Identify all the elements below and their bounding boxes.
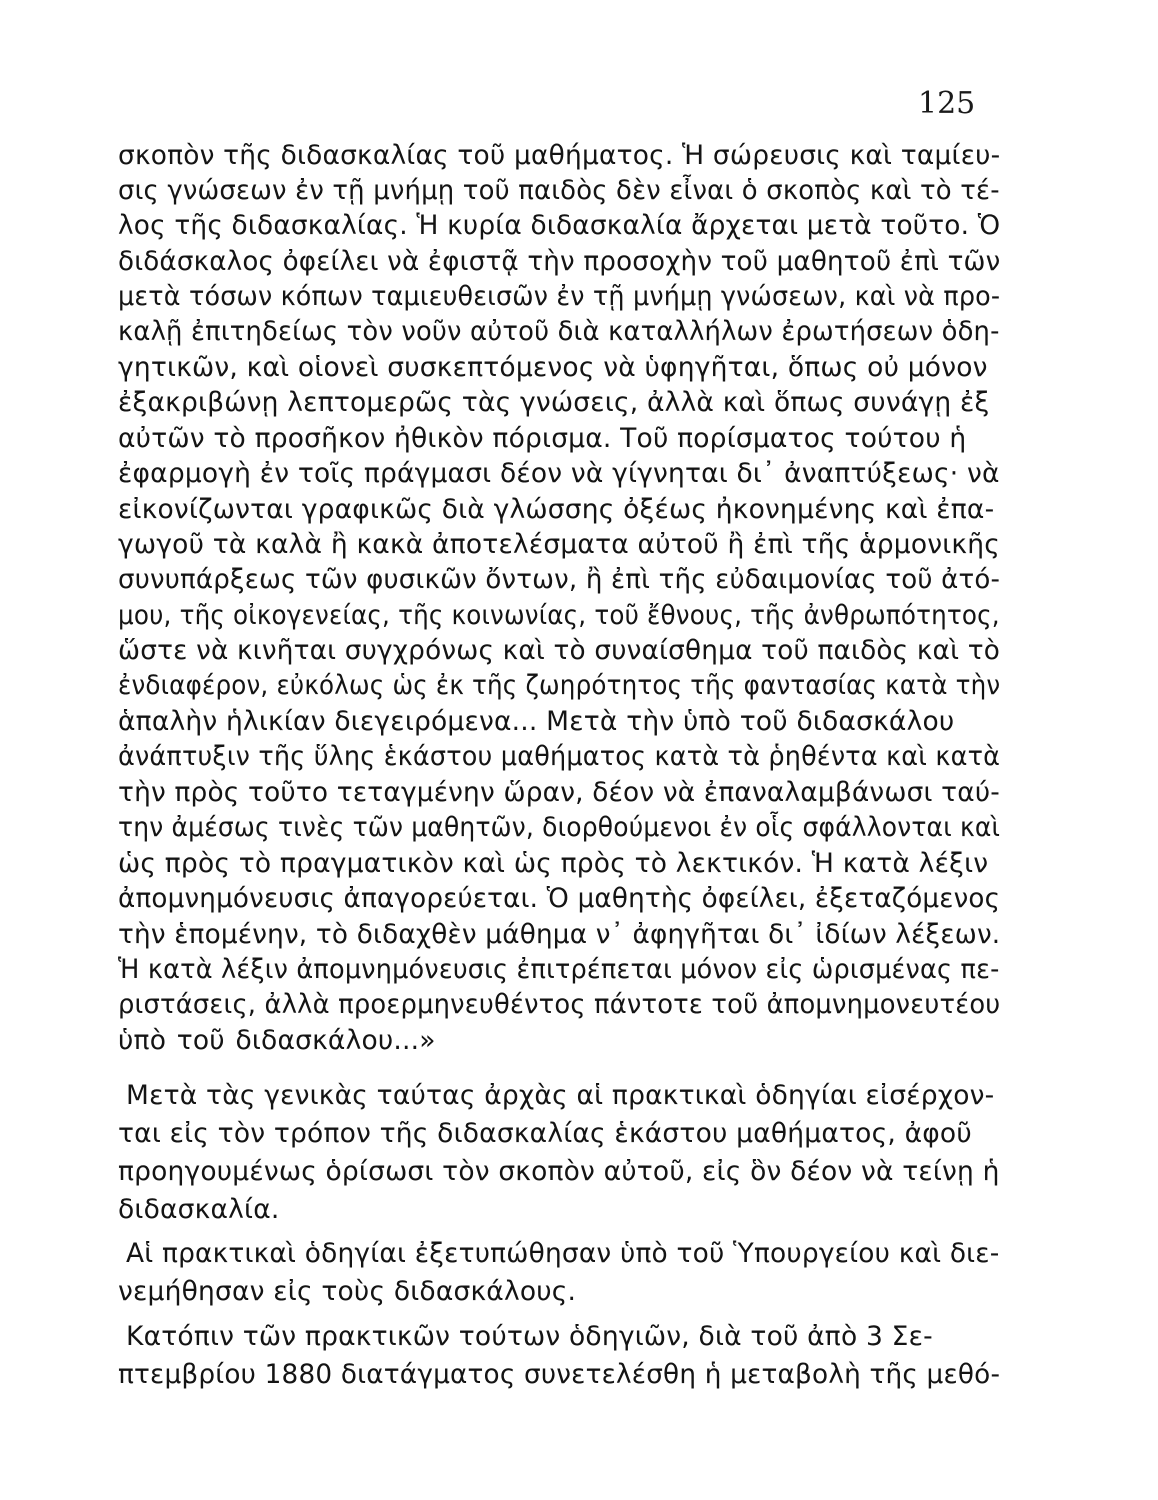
paragraph-line: ται εἰς τὸν τρόπον τῆς διδασκαλίας ἑκάστου μαθήματος, ἀφοῦ bbox=[118, 1118, 972, 1149]
quote-line: ὑπὸ τοῦ διδασκάλου...» bbox=[118, 1025, 436, 1056]
quote-line: ἐφαρμογὴ ἐν τοῖς πράγμασι δέον νὰ γίγνηται δι᾽ ἀναπτύξεως· νὰ bbox=[118, 458, 1000, 489]
paragraph-line: Κατόπιν τῶν πρακτικῶν τούτων ὁδηγιῶν, διὰ τοῦ ἀπὸ 3 Σε- bbox=[126, 1321, 933, 1352]
quote-line: λος τῆς διδασκαλίας. Ἡ κυρία διδασκαλία ἄρχεται μετὰ τοῦτο. Ὁ bbox=[118, 210, 1001, 241]
quote-line: εἰκονίζωνται γραφικῶς διὰ γλώσσης ὀξέως ἠκονημένης καὶ ἐπα- bbox=[118, 494, 995, 525]
quote-line: ἀνάπτυξιν τῆς ὕλης ἑκάστου μαθήματος κατὰ τὰ ῥηθέντα καὶ κατὰ bbox=[118, 741, 1001, 772]
quote-line: σις γνώσεων ἐν τῇ μνήμῃ τοῦ παιδὸς δὲν εἶναι ὁ σκοπὸς καὶ τὸ τέ- bbox=[118, 175, 1000, 206]
quote-line: ὥστε νὰ κινῆται συγχρόνως καὶ τὸ συναίσθημα τοῦ παιδὸς καὶ τὸ bbox=[118, 635, 1001, 666]
quote-line: ριστάσεις, ἀλλὰ προερμηνευθέντος πάντοτε τοῦ ἀπομνημονευτέου bbox=[118, 989, 1001, 1020]
quote-line: καλῇ ἐπιτηδείως τὸν νοῦν αὐτοῦ διὰ καταλλήλων ἐρωτήσεων ὁδη- bbox=[118, 316, 1000, 347]
quote-line: διδάσκαλος ὀφείλει νὰ ἐφιστᾷ τὴν προσοχὴν τοῦ μαθητοῦ ἐπὶ τῶν bbox=[118, 246, 1001, 277]
quote-line: γωγοῦ τὰ καλὰ ἢ κακὰ ἀποτελέσματα αὐτοῦ ἢ ἐπὶ τῆς ἁρμονικῆς bbox=[118, 529, 1000, 560]
quote-line: μου, τῆς οἰκογενείας, τῆς κοινωνίας, τοῦ ἔθνους, τῆς ἀνθρωπότητος, bbox=[118, 600, 1000, 631]
quote-line: τὴν ἑπομένην, τὸ διδαχθὲν μάθημα ν᾽ ἀφηγῆται δι᾽ ἰδίων λέξεων. bbox=[118, 919, 1001, 950]
quote-line: συνυπάρξεως τῶν φυσικῶν ὄντων, ἢ ἐπὶ τῆς εὐδαιμονίας τοῦ ἀτό- bbox=[118, 564, 1001, 595]
paragraph-line: Αἱ πρακτικαὶ ὁδηγίαι ἐξετυπώθησαν ὑπὸ τοῦ Ὑπουργείου καὶ διε- bbox=[126, 1238, 1000, 1269]
quote-line: ὡς πρὸς τὸ πραγματικὸν καὶ ὡς πρὸς τὸ λεκτικόν. Ἡ κατὰ λέξιν bbox=[118, 848, 989, 879]
paragraph-line: νεμήθησαν εἰς τοὺς διδασκάλους. bbox=[118, 1276, 577, 1307]
quote-line: τὴν πρὸς τοῦτο τεταγμένην ὥραν, δέον νὰ ἐπαναλαμβάνωσι ταύ- bbox=[118, 777, 1000, 808]
quote-line: ἐξακριβώνῃ λεπτομερῶς τὰς γνώσεις, ἀλλὰ καὶ ὅπως συνάγῃ ἐξ bbox=[118, 387, 990, 418]
quote-line: την ἀμέσως τινὲς τῶν μαθητῶν, διορθούμενοι ἐν οἷς σφάλλονται καὶ bbox=[118, 812, 1001, 843]
page-number: 125 bbox=[918, 86, 976, 121]
quote-line: ἁπαλὴν ἡλικίαν διεγειρόμενα... Μετὰ τὴν ὑπὸ τοῦ διδασκάλου bbox=[118, 706, 955, 737]
quote-line: γητικῶν, καὶ οἱονεὶ συσκεπτόμενος νὰ ὑφηγῆται, ὅπως οὐ μόνον bbox=[118, 352, 988, 383]
paragraph-line: προηγουμένως ὁρίσωσι τὸν σκοπὸν αὐτοῦ, εἰς ὃν δέον νὰ τείνῃ ἡ bbox=[118, 1156, 1000, 1187]
paragraph-line: πτεμβρίου 1880 διατάγματος συνετελέσθη ἡ μεταβολὴ τῆς μεθό- bbox=[118, 1359, 1001, 1390]
quote-line: σκοπὸν τῆς διδασκαλίας τοῦ μαθήματος. Ἡ σώρευσις καὶ ταμίευ- bbox=[118, 140, 1001, 171]
quote-line: ἀπομνημόνευσις ἀπαγορεύεται. Ὁ μαθητὴς ὀφείλει, ἐξεταζόμενος bbox=[118, 883, 1001, 914]
quote-line: μετὰ τόσων κόπων ταμιευθεισῶν ἐν τῇ μνήμῃ γνώσεων, καὶ νὰ προ- bbox=[118, 281, 1001, 312]
quote-line: ἐνδιαφέρον, εὐκόλως ὡς ἐκ τῆς ζωηρότητος τῆς φαντασίας κατὰ τὴν bbox=[118, 670, 1001, 701]
paragraph-line: διδασκαλία. bbox=[118, 1194, 280, 1225]
paragraph-line: Μετὰ τὰς γενικὰς ταύτας ἀρχὰς αἱ πρακτικαὶ ὁδηγίαι εἰσέρχον- bbox=[126, 1080, 995, 1111]
quote-line: Ἡ κατὰ λέξιν ἀπομνημόνευσις ἐπιτρέπεται μόνον εἰς ὡρισμένας πε- bbox=[118, 954, 1000, 985]
quote-line: αὐτῶν τὸ προσῆκον ἠθικὸν πόρισμα. Τοῦ πορίσματος τούτου ἡ bbox=[118, 423, 967, 454]
